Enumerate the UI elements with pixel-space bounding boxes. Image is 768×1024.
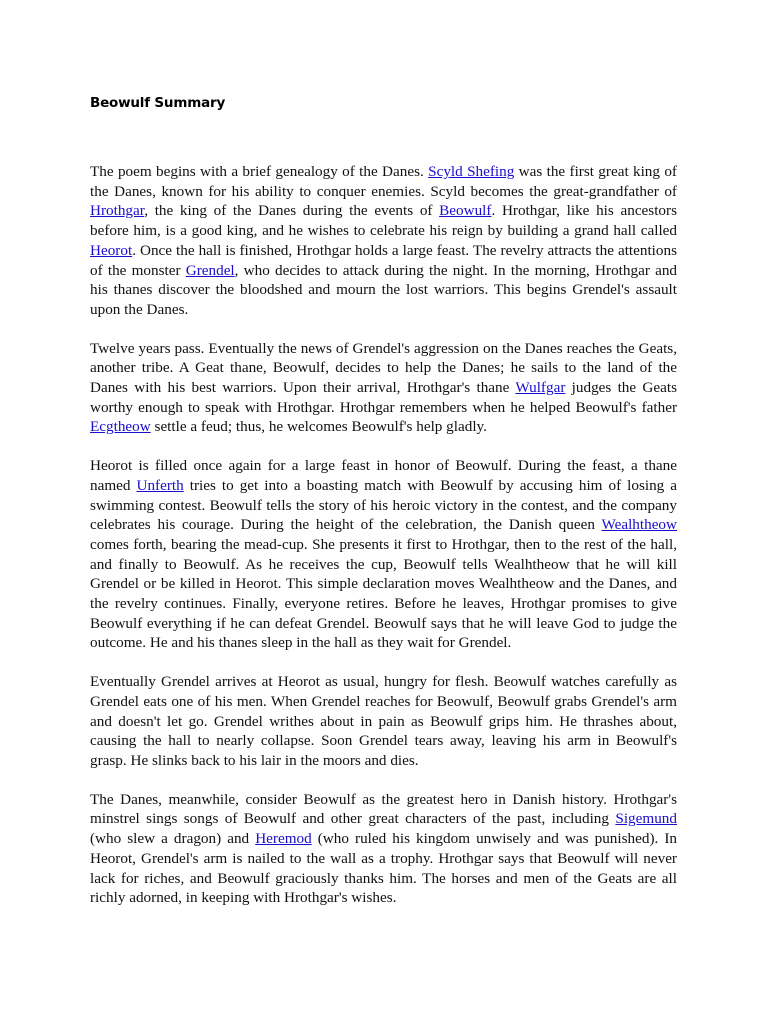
paragraph-text: Heorot is filled once again for a large feast in honor of Beowulf. During the feast, a thane named <box>90 457 677 494</box>
paragraph-text: Eventually Grendel arrives at Heorot as usual, hungry for flesh. Beowulf watches carefully as Grendel eats one of his men. When Grendel reaches for Beowulf, Beowulf grabs Grendel's arm and doesn't let go. Grendel writhes about in pain as Beowulf grips him. He thrashes about, causing the hall to nearly collapse. Soon Grendel tears away, leaving his arm in Beowulf's grasp. He slinks back to his lair in the moors and dies. <box>90 673 677 769</box>
paragraph <box>90 339 677 438</box>
paragraph-text: , the king of the Danes during the events of <box>144 202 440 220</box>
paragraph <box>90 790 677 908</box>
paragraph-text: (who ruled his kingdom unwisely and was punished). In Heorot, Grendel's arm is nailed to the wall as a trophy. Hrothgar says that Beowulf will never lack for riches, and Beowulf graciously thanks him. The horses and men of the Geats are all richly adorned, in keeping with Hrothgar's wishes. <box>90 830 677 907</box>
paragraph <box>90 456 677 653</box>
inline-link[interactable]: Hrothgar <box>90 202 145 220</box>
inline-link[interactable]: Sigemund <box>615 810 677 828</box>
paragraph-text: comes forth, bearing the mead-cup. She presents it first to Hrothgar, then to the rest of the hall, and finally to Beowulf. As he receives the cup, Beowulf tells Wealhtheow that he will kill Grendel or be killed in Heorot. This simple declaration moves Wealhtheow and the Danes, and the revelry continues. Finally, everyone retires. Before he leaves, Hrothgar promises to give Beowulf everything if he can defeat Grendel. Beowulf says that he will leave God to judge the outcome. He and his thanes sleep in the hall as they wait for Grendel. <box>90 535 677 652</box>
paragraph-text: . Hrothgar, like his ancestors before him, is a good king, and he wishes to celebrate his reign by building a grand hall called <box>90 202 677 240</box>
inline-link[interactable]: Unferth <box>136 476 184 494</box>
paragraph-text: was the first great king of the Danes, known for his ability to conquer enemies. Scyld becomes the great-grandfather of <box>90 163 677 200</box>
inline-link[interactable]: Wulfgar <box>515 379 566 397</box>
paragraph-text: judges the Geats worthy enough to speak with Hrothgar. Hrothgar remembers when he helped Beowulf's father <box>90 379 677 416</box>
paragraph <box>90 162 677 320</box>
inline-link[interactable]: Wealhtheow <box>601 516 677 534</box>
paragraph-text: settle a feud; thus, he welcomes Beowulf's help gladly. <box>150 418 487 436</box>
paragraph-text: . Once the hall is finished, Hrothgar holds a large feast. The revelry attracts the attentions of the monster <box>90 241 677 279</box>
paragraph-text: The poem begins with a brief genealogy of the Danes. <box>90 163 429 180</box>
inline-link[interactable]: Scyld Shefing <box>428 163 515 180</box>
inline-link[interactable]: Heorot <box>90 241 133 259</box>
document-page <box>90 94 677 927</box>
paragraph-text: (who slew a dragon) and <box>90 830 256 848</box>
inline-link[interactable]: Heremod <box>255 830 312 848</box>
paragraph <box>90 672 677 771</box>
paragraph-text: , who decides to attack during the night. In the morning, Hrothgar and his thanes discover the bloodshed and mourn the lost warriors. This begins Grendel's assault upon the Danes. <box>90 261 678 318</box>
paragraph-text: The Danes, meanwhile, consider Beowulf as the greatest hero in Danish history. Hrothgar's minstrel sings songs of Beowulf and other great characters of the past, including <box>90 790 677 828</box>
inline-link[interactable]: Ecgtheow <box>90 418 151 436</box>
document-title: Beowulf Summary <box>90 95 226 111</box>
paragraph-text: Twelve years pass. Eventually the news of Grendel's aggression on the Danes reaches the Geats, another tribe. A Geat thane, Beowulf, decides to help the Danes; he sails to the land of the Danes with his best warriors. Upon their arrival, Hrothgar's thane <box>90 339 677 397</box>
inline-link[interactable]: Beowulf <box>439 202 492 220</box>
paragraph-text: tries to get into a boasting match with Beowulf by accusing him of losing a swimming contest. Beowulf tells the story of his heroic victory in the contest, and the company celebrates his courage. During the height of the celebration, the Danish queen <box>90 476 678 534</box>
document-body <box>90 162 677 908</box>
inline-link[interactable]: Grendel <box>185 261 235 279</box>
